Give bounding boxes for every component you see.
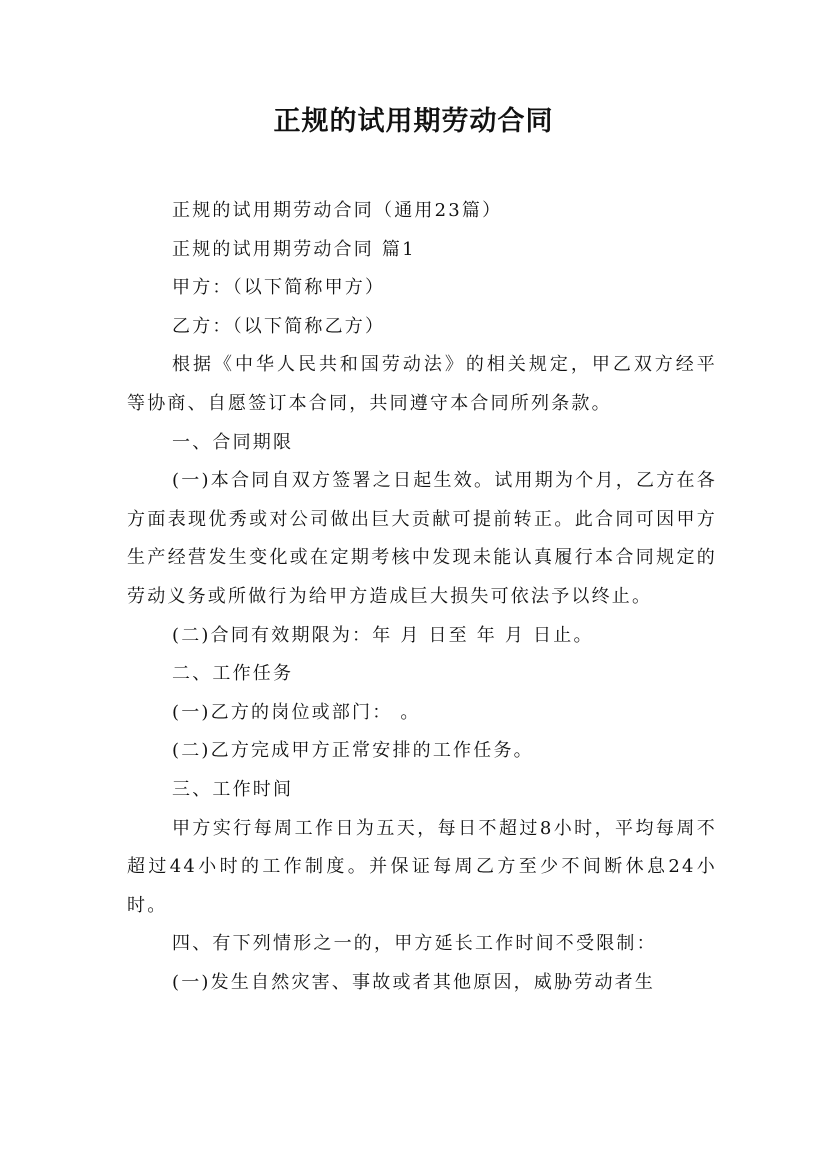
paragraph-party-b: 乙方：（以下简称乙方） bbox=[172, 315, 386, 337]
section-heading-term: 一、合同期限 bbox=[172, 431, 294, 453]
paragraph-overtime-1: (一)发生自然灾害、事故或者其他原因，威胁劳动者生 bbox=[172, 971, 656, 993]
paragraph-tasks-2: (二)乙方完成甲方正常安排的工作任务。 bbox=[172, 740, 534, 762]
section-heading-tasks: 二、工作任务 bbox=[172, 663, 294, 685]
document-title: 正规的试用期劳动合同 bbox=[273, 106, 554, 137]
document-body bbox=[127, 192, 717, 1002]
paragraph-preamble: 根据《中华人民共和国劳动法》的相关规定，甲乙双方经平等协商、自愿签订本合同，共同遵守本合同所列条款。 bbox=[127, 354, 717, 414]
paragraph-party-a: 甲方：（以下简称甲方） bbox=[172, 277, 386, 299]
paragraph-tasks-1: (一)乙方的岗位或部门： 。 bbox=[172, 701, 421, 723]
section-heading-hours: 三、工作时间 bbox=[172, 778, 294, 800]
paragraph-doc-heading: 正规的试用期劳动合同（通用23篇） bbox=[172, 200, 503, 221]
section-heading-overtime: 四、有下列情形之一的，甲方延长工作时间不受限制： bbox=[172, 933, 657, 955]
paragraph-term-1: (一)本合同自双方签署之日起生效。试用期为个月，乙方在各方面表现优秀或对公司做出巨大贡献可提前转正。此合同可因甲方生产经营发生变化或在定期考核中发现未能认真履行本合同规定的劳动义务或所做行为给甲方造成巨大损失可依法予以终止。 bbox=[127, 470, 717, 607]
paragraph-chapter-heading: 正规的试用期劳动合同 篇1 bbox=[172, 238, 416, 260]
paragraph-term-2: (二)合同有效期限为：年 月 日至 年 月 日止。 bbox=[172, 624, 594, 646]
paragraph-hours: 甲方实行每周工作日为五天，每日不超过8小时，平均每周不超过44小时的工作制度。并保证每周乙方至少不间断休息24小时。 bbox=[127, 817, 717, 916]
